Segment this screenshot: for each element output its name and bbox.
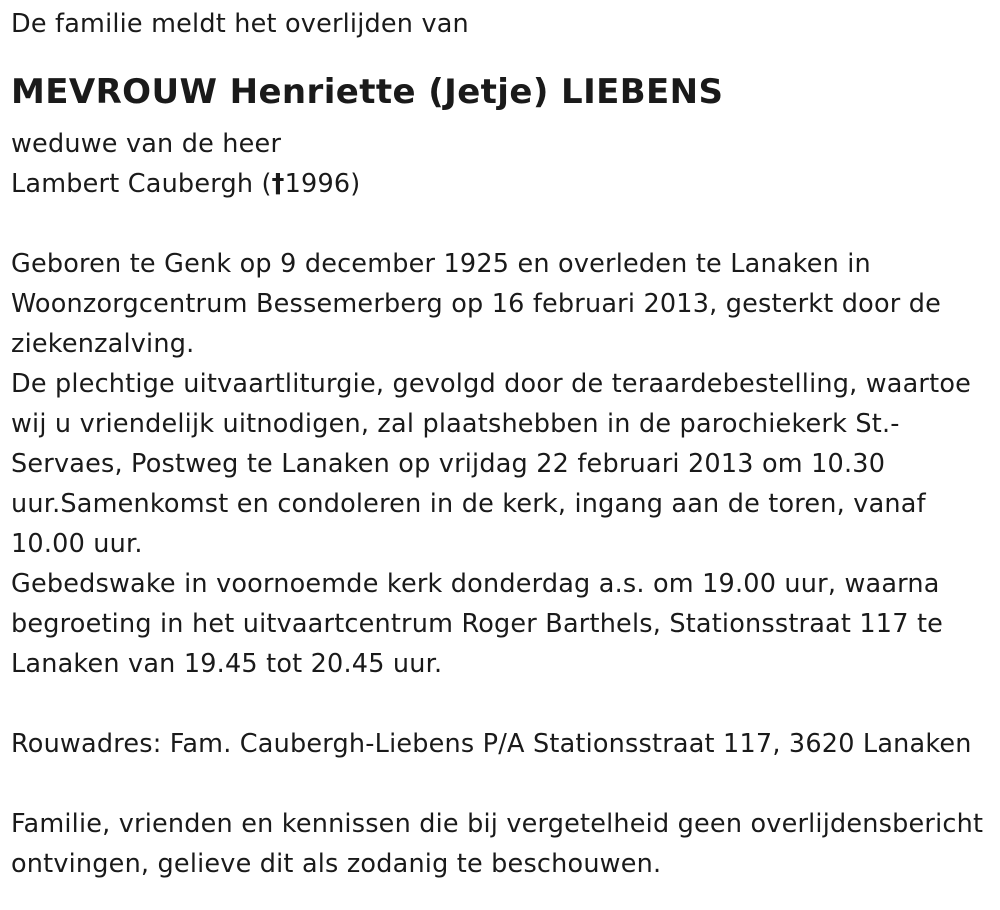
birth-death-paragraph: Geboren te Genk op 9 december 1925 en overleden te Lanaken in Woonzorgcentrum Bessemerberg op 16 februari 2013, gesterkt door de ziekenzalving. <box>11 249 942 359</box>
death-notice <box>11 4 991 884</box>
spacer <box>11 204 991 244</box>
mourning-address: Rouwadres: Fam. Caubergh-Liebens P/A Stationsstraat 117, 3620 Lanaken <box>11 729 972 759</box>
announcement-text: De familie meldt het overlijden van <box>11 9 469 39</box>
spacer <box>11 764 991 804</box>
spouse-death-year: 1996) <box>284 169 361 199</box>
funeral-paragraph: De plechtige uitvaartliturgie, gevolgd door de teraardebestelling, waartoe wij u vriendelijk uitnodigen, zal plaatshebben in de parochiekerk St.-Servaes, Postweg te Lanaken op vrijdag 22 februari 2013 om 10.30 uur.Samenkomst en condoleren in de kerk, ingang aan de toren, vanaf 10.00 uur. <box>11 369 972 559</box>
spouse-name: Lambert Caubergh ( <box>11 169 272 199</box>
spacer <box>11 684 991 724</box>
spacer <box>11 44 991 64</box>
deceased-name: MEVROUW Henriette (Jetje) LIEBENS <box>11 72 724 112</box>
spouse-line <box>11 164 991 204</box>
cross-icon: † <box>271 169 285 199</box>
closing-paragraph: Familie, vrienden en kennissen die bij vergetelheid geen overlijdensbericht ontvingen, gelieve dit als zodanig te beschouwen. <box>11 809 984 879</box>
relation-text: weduwe van de heer <box>11 129 282 159</box>
vigil-paragraph: Gebedswake in voornoemde kerk donderdag a.s. om 19.00 uur, waarna begroeting in het uitvaartcentrum Roger Barthels, Stationsstraat 117 te Lanaken van 19.45 tot 20.45 uur. <box>11 569 944 679</box>
